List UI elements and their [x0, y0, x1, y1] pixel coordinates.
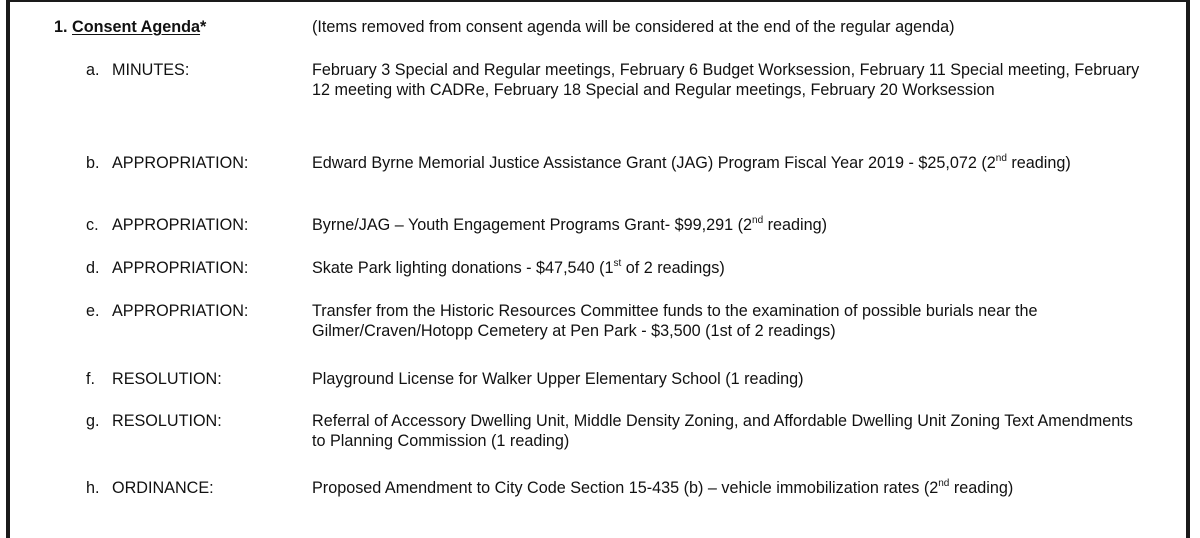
item-letter: a.: [86, 61, 100, 79]
item-description: [312, 153, 1142, 173]
item-description: [312, 411, 1142, 451]
item-description-text: reading): [1006, 154, 1071, 172]
consent-agenda-note: (Items removed from consent agenda will be considered at the end of the regular agenda): [312, 18, 955, 36]
item-category: MINUTES:: [112, 61, 190, 79]
item-category: APPROPRIATION:: [112, 302, 249, 320]
item-description-text: reading): [763, 216, 828, 234]
item-description: [312, 215, 1142, 235]
item-description-text: Skate Park lighting donations - $47,540 (1: [312, 259, 614, 277]
section-title-asterisk: *: [200, 18, 207, 36]
item-category: ORDINANCE:: [112, 479, 214, 497]
item-category: APPROPRIATION:: [112, 259, 249, 277]
item-description-text: reading): [949, 479, 1014, 497]
item-category: APPROPRIATION:: [112, 154, 249, 172]
ordinal-superscript: nd: [938, 477, 950, 489]
consent-agenda-title: [54, 17, 206, 37]
item-description-text: Byrne/JAG – Youth Engagement Programs Grant- $99,291 (2: [312, 216, 753, 234]
item-description-text: Proposed Amendment to City Code Section 15-435 (b) – vehicle immobilization rates (2: [312, 479, 939, 497]
item-letter: b.: [86, 154, 100, 172]
item-description: [312, 478, 1142, 498]
item-description: [312, 369, 1142, 389]
item-letter: f.: [86, 370, 95, 388]
ordinal-superscript: st: [613, 257, 622, 269]
item-category: APPROPRIATION:: [112, 216, 249, 234]
item-letter: h.: [86, 479, 100, 497]
ordinal-superscript: nd: [752, 214, 764, 226]
item-description-text: Transfer from the Historic Resources Committee funds to the examination of possible burials near the Gilmer/Craven/Hotopp Cemetery at Pen Park - $3,500 (1st of 2 readings): [312, 302, 1038, 340]
item-description: [312, 301, 1142, 341]
section-title: Consent Agenda: [72, 18, 201, 36]
item-letter: d.: [86, 259, 100, 277]
item-letter: e.: [86, 302, 100, 320]
item-description-text: Referral of Accessory Dwelling Unit, Middle Density Zoning, and Affordable Dwelling Unit Zoning Text Amendments to Planning Commission (1 reading): [312, 412, 1133, 450]
item-description: [312, 258, 1142, 278]
item-description-text: February 3 Special and Regular meetings, February 6 Budget Worksession, February 11 Special meeting, February 12 meeting with CADRe, February 18 Special and Regular meetings, February 20 Worksession: [312, 61, 1140, 99]
item-letter: g.: [86, 412, 100, 430]
item-category: RESOLUTION:: [112, 412, 222, 430]
section-number: 1.: [54, 18, 68, 36]
item-description-text: of 2 readings): [621, 259, 725, 277]
item-category: RESOLUTION:: [112, 370, 222, 388]
ordinal-superscript: nd: [995, 152, 1007, 164]
item-description-text: Edward Byrne Memorial Justice Assistance Grant (JAG) Program Fiscal Year 2019 - $25,072 (2: [312, 154, 996, 172]
item-letter: c.: [86, 216, 99, 234]
item-description: [312, 60, 1142, 100]
item-description-text: Playground License for Walker Upper Elementary School (1 reading): [312, 370, 804, 388]
